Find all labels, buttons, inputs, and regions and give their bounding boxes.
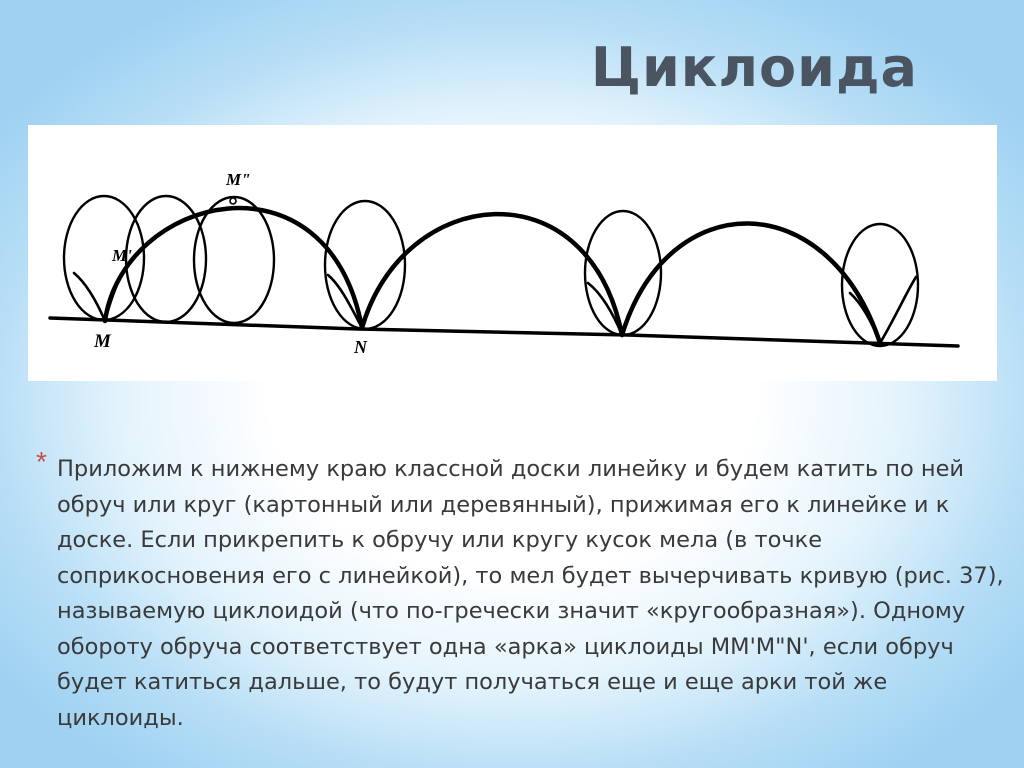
cycloid-figure	[28, 125, 997, 381]
label-m: M	[94, 331, 111, 352]
label-m-double-prime: M"	[226, 170, 251, 189]
cycloid-arch-2	[362, 214, 622, 335]
bullet-asterisk: *	[36, 446, 47, 477]
cycloid-drawing	[28, 125, 997, 381]
point-m-double-prime	[230, 198, 236, 204]
label-n: N	[354, 337, 367, 357]
ruler-line	[50, 318, 958, 346]
slide-title: Циклоида	[590, 36, 918, 99]
body-paragraph: Приложим к нижнему краю классной доски линейку и будем катить по ней обруч или круг (картонный или деревянный), прижимая его к линейке и к доске. Если прикрепить к обручу или кругу кусок мела (в точке соприкосновения его с линейкой), то мел будет вычерчивать кривую (рис. 37), называемую циклоидой (что по-гречески значит «кругообразная»). Одному обороту обруча соответствует одна «арка» циклоиды ММ'M"N', если обруч будет катиться дальше, то будут получаться еще и еще арки той же циклоиды.	[57, 456, 1004, 731]
cusp-stroke-4b	[880, 277, 916, 343]
cusp-stroke-1a	[74, 273, 105, 321]
label-m-prime: M'	[112, 246, 132, 265]
